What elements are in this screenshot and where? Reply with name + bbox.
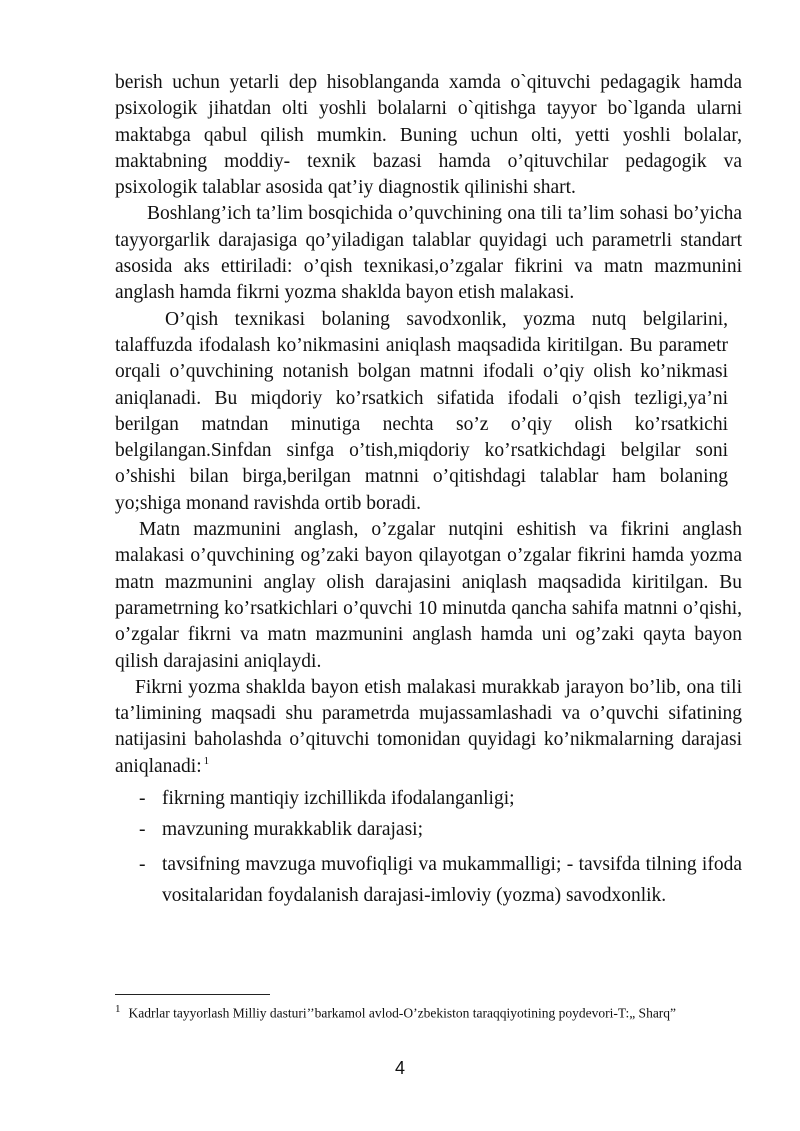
paragraph-primary-education: Boshlang’ich ta’lim bosqichida o’quvchining ona tili ta’lim sohasi bo’yicha tayyorgarlik darajasiga qo’yiladigan talablar quyidagi uch parametrli standart asosida aks ettiriladi: o’qish texnikasi,o’zgalar fikrini va matn mazmunini anglash hamda fikrni yozma shaklda bayon etish malakasi. bbox=[115, 203, 742, 304]
list-item bbox=[115, 817, 742, 843]
paragraph-intro: berish uchun yetarli dep hisoblanganda xamda o`qituvchi pedagagik hamda psixologik jihatdan olti yoshli bolalarni o`qitishga tayyor bo`lganda ularni maktabga qabul qilish mumkin. Buning uchun olti, yetti yoshli bolalar, maktabning moddiy- texnik bazasi hamda o’qituvchilar pedagogik va psixologik talablar asosida qat’iy diagnostik qilinishi shart. bbox=[115, 72, 742, 199]
paragraph-reading-technique: O’qish texnikasi bolaning savodxonlik, yozma nutq belgilarini, talaffuzda ifodalash ko’nikmasini aniqlash maqsadida kiritilgan. Bu parametr orqali o’quvchining notanish bolgan matnni ifodali o’qiy olish ko’nikmasi aniqlanadi. Bu miqdoriy ko’rsatkich sifatida ifodali o’qish tezligi,ya’ni berilgan matndan minutiga nechta so’z o’qiy olish ko’rsatkichi belgilangan.Sinfdan sinfga o’tish,miqdoriy ko’rsatkichdagi belgilar soni o’shishi bilan birga,berilgan matnni o’qitishdagi talablar ham bolaning yo;shiga monand ravishda ortib boradi. bbox=[115, 308, 728, 514]
list-dash: - bbox=[139, 853, 146, 875]
footnote-separator bbox=[115, 994, 270, 995]
skills-list bbox=[115, 786, 742, 911]
list-item bbox=[115, 849, 742, 911]
list-item-text: mavzuning murakkablik darajasi; bbox=[162, 819, 424, 841]
list-item-text: fikrning mantiqiy izchillikda ifodalanganligi; bbox=[162, 788, 515, 810]
footnote-reference[interactable]: 1 bbox=[203, 755, 210, 768]
paragraph-written-expression bbox=[115, 675, 742, 780]
paragraph-text-comprehension: Matn mazmunini anglash, o’zgalar nutqini eshitish va fikrini anglash malakasi o’quvchining og’zaki bayon qilayotgan o’zgalar fikrini hamda yozma matn mazmunini anglay olish darajasini aniqlash maqsadida kiritilgan. Bu parametrning ko’rsatkichlari o’quvchi 10 minutda qancha sahifa matnni o’qishi, o’zgalar fikrni va matn mazmunini anglash hamda uni og’zaki qayta bayon qilish darajasini aniqlaydi. bbox=[115, 519, 742, 672]
paragraph-written-expression-text: Fikrni yozma shaklda bayon etish malakasi murakkab jarayon bo’lib, ona tili ta’limining maqsadi shu parametrda mujassamlashadi va o’quvchi sifatining natijasini baholashda o’qituvchi tomonidan quyidagi ko’nikmalarning darajasi aniqlanadi: bbox=[115, 676, 742, 777]
footnote-text: Kadrlar tayyorlash Milliy dasturi’’barkamol avlod-O’zbekiston taraqqiyotining poydevori-T:„ Sharq” bbox=[128, 1005, 677, 1021]
footnote-number: 1 bbox=[115, 1003, 121, 1015]
list-item bbox=[115, 786, 742, 812]
footnote bbox=[115, 1000, 755, 1023]
list-dash: - bbox=[139, 788, 146, 810]
page-number: 4 bbox=[394, 1058, 405, 1078]
list-dash: - bbox=[139, 819, 146, 841]
list-item-text: tavsifning mavzuga muvofiqligi va mukammalligi; - tavsifda tilning ifoda vositalaridan foydalanish darajasi-imloviy (yozma) savodxonlik. bbox=[162, 853, 742, 906]
document-body bbox=[115, 70, 742, 916]
